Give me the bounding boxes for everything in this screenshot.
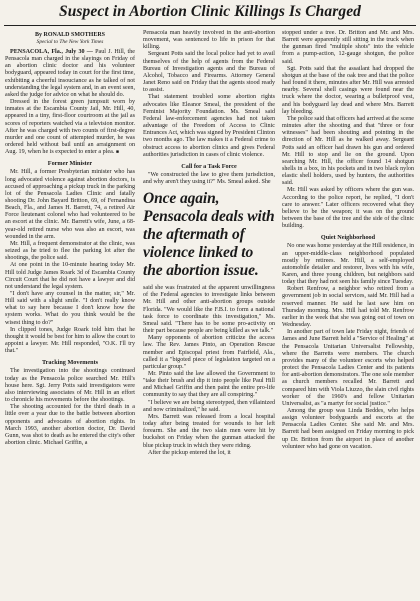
subhead-former-minister: Former Minister bbox=[47, 160, 93, 168]
paragraph: "I don't have any counsel in the matter, sir," Mr. Hill said with a slight smile. "I don't really know what to say here because I don't know how the system works. What do you think would be the wisest thing to do?" bbox=[5, 291, 135, 326]
paragraph-text: Dressed in the forest green jumpsuit worn by inmates at the Escambia County Jail, Mr. Hill, 40, appeared in a tiny, first-floor courtroom at the jail as scores of reporters watched via a television monitor. After he was charged with two counts of first-degree murder and one count of attempted murder, he was ordered held without bail until an arraignment on Aug. 19, when he is expected to enter a plea. bbox=[5, 99, 135, 156]
paragraph bbox=[5, 99, 135, 156]
paragraph: Mr. Hill was asked by officers where the gun was. According to the police report, he replied, "I don't care to answer." Later officers recovered what they believe to be the weapon; it was on the ground between the base of the tree and the side of the clinic building. bbox=[282, 187, 414, 230]
paragraph: Sergeant Potts said the local police had yet to avail themselves of the help of agents from the Federal Bureau of Investigation agents and the Bureau of Alcohol, Tobacco and Firearms. Attorney General Janet Reno said on Friday that the agents stood ready to assist. bbox=[143, 51, 275, 94]
paragraph: Mr. Hill, a former Presbyterian minister who has long advocated violence against abortion doctors, is accused of approaching a pickup truck in the parking lot of the Pensacola Ladies Clinic and fatally shooting Dr. John Bayard Britton, 69, of Fernandina Beach, Fla., and James H. Barrett, 74, a retired Air Force lieutenant colonel who had volunteered to be an escort at the clinic. Mr. Barrett's wife, June, a 68-year-old retired nurse who was also an escort, was wounded in the arm. bbox=[5, 169, 135, 240]
headline-rule bbox=[4, 25, 416, 26]
headline: Suspect in Abortion Clinic Killings Is Charged bbox=[58, 3, 362, 20]
bullet-icon: ■ bbox=[115, 150, 119, 156]
subhead-quiet-neighborhood: Quiet Neighborhood bbox=[320, 234, 376, 242]
column-3 bbox=[282, 30, 414, 598]
paragraph: Mr. Hill, a frequent demonstrator at the clinic, was seized as he tried to flee the parking lot after the shootings, the police said. bbox=[5, 240, 135, 262]
pull-quote: Once again, Pensacola deals with the aftermath of violence linked to the abortion issue. bbox=[143, 190, 275, 280]
column-2 bbox=[143, 30, 275, 598]
paragraph: After the pickup entered the lot, it bbox=[148, 449, 231, 456]
paragraph: Mrs. Barrett was released from a local hospital today after being treated for wounds to her left forearm. She and the two slain men were hit by buckshot on Friday when the gunman attacked the blue pickup truck in which they were riding. bbox=[143, 413, 275, 449]
paragraph: said she was frustrated at the apparent unwillingness of the Federal agencies to investigate links between Mr. Hill and other anti-abortion groups outside Florida. "We would like the F.B.I. to form a national task force to coordinate this investigation," Ms. Smeal said. "There has to be some pro-activity on their part because people are being killed as we talk." bbox=[143, 285, 275, 335]
column-1 bbox=[5, 30, 135, 598]
paragraph: Mr. Pinto said the law allowed the Government to "take their brush and dip it into people like Paul Hill and Michael Griffin and then paint the entire pro-life community to say that they are all conspiring." bbox=[143, 371, 275, 399]
paragraph: stopped under a tree. Dr. Britton and Mr. and Mrs. Barrett were apparently still sitting in the truck when the gunman fired "multiple shots" into the vehicle from a pump-action, 12-gauge shotgun, the police said. bbox=[282, 30, 414, 65]
paragraph: The shooting accounted for the third death in a little over a year due to the battle between abortion opponents and advocates of abortion rights. In March 1993, another abortion doctor, Dr. David Gunn, was shot to death as he entered the city's other abortion clinic. Michael Griffin, a bbox=[5, 404, 135, 446]
subhead-task-force: Call for a Task Force bbox=[181, 162, 237, 170]
paragraph: "We constructed the law to give them jurisdiction, and why aren't they using it?" Ms. Smeal asked. She bbox=[143, 171, 275, 185]
paragraph: Among the group was Linda Beddes, who helps assign volunteer bodyguards and escorts at the Pensacola Ladies Center. She said Mr. and Mrs. Barrett had been assigned on Friday morning to pick up Dr. Britton from the airport in place of another volunteer who had gone on vacation. bbox=[282, 407, 414, 450]
byline-source: Special to The New York Times bbox=[36, 39, 104, 45]
paragraph: Pensacola man heavily involved in the anti-abortion movement, was sentenced to life in prison for that killing. bbox=[143, 30, 275, 51]
paragraph: The police said that officers had arrived at the scene minutes after the shooting and that "three or four witnesses" had been shouting and pointing in the direction of Mr. Hill as he walked away. Sergeant Potts said an officer had drawn his gun and ordered Mr. Hill to stop and lie on the ground. Upon searching Mr. Hill, the officer found 14 shotgun shells in a box, in his pockets and in two black nylon elastic shell holders, used by hunters, the authorities said. bbox=[282, 115, 414, 187]
paragraph: That statement troubled some abortion rights advocates like Eleanor Smeal, the president of the Feminist Majority Foundation. Ms. Smeal said Federal law-enforcement agencies had not taken advantage of the Freedom of Access to Clinic Entrances Act, which was signed by President Clinton two months ago. The law makes it a Federal crime to obstruct access to abortion clinics and gives Federal authorities jurisdiction in cases of clinic violence. bbox=[143, 94, 275, 158]
paragraph: "I believe we are being stereotyped, then villainized and now criminalized," he said. bbox=[143, 399, 275, 413]
paragraph: In another part of town late Friday night, friends of James and June Barrett held a "Service of Healing" at the Pensacola Unitarian Universalist Fellowship, where the Barretts were members. The church provides many of the volunteer escorts who helped protect the Pensacola Ladies Center and its patients for anti-abortion demonstrators. The one sole member as church members recalled Mr. Barrett and compared him with Viola Liuzzo, the slain civil rights worker of the 1960's and fellow Unitarian Universalist, as "a martyr for social justice." bbox=[282, 329, 414, 407]
byline: By RONALD SMOTHERS bbox=[34, 32, 105, 38]
paragraph: At one point in the 10-minute hearing today Mr. Hill told Judge James Roark 3d of Escambia County Circuit Court that he did not have a lawyer and did not understand the legal system. bbox=[5, 262, 135, 290]
paragraph: In clipped tones, Judge Roark told him that he thought it would be best for him to allow the court to appoint a lawyer. Mr. Hill responded, "O.K. I'll try that." bbox=[5, 326, 135, 355]
dateline: PENSACOLA, Fla., July 30 — bbox=[10, 49, 93, 55]
paragraph: Paul J. Hill, the Pensacola man charged in the slayings on Friday of an abortion clinic doctor and his volunteer bodyguard, appeared today in court for the first time, exhibiting a cheerful insouciance as he talked of not understanding the legal system and, in an event seen, asked the judge for advice on what he should do. bbox=[5, 49, 135, 98]
lead-paragraph bbox=[5, 49, 135, 99]
paragraph: Many opponents of abortion criticize the access law. The Rev. James Pinto, an Operation Rescue member and Episcopal priest from Fairfield, Ala., called it a "bigoted piece of legislation targeted on a particular group." bbox=[143, 335, 275, 370]
paragraph: Robert Renfrow, a neighbor who retired from a government job in social services, said Mr. Hill had a reserved manner. He said he last saw him on Thursday morning. Mrs. Hill had told Mr. Renfrow earlier in the week that she was going out of town on Wednesday. bbox=[282, 286, 414, 329]
paragraph: The investigation into the shootings continued today as the Pensacola police searched Mr. Hill's house here. Sgt. Jerry Potts said investigators were also interviewing associates of Mr. Hill in an effort to chronicle his movements before the shootings. bbox=[5, 368, 135, 404]
subhead-tracking-movements: Tracking Movements bbox=[41, 359, 99, 367]
paragraph: No one was home yesterday at the Hill residence, in an upper-middle-class neighborhood populated mostly by retirees. Mr. Hill, a self-employed automobile detailer and restorer, lives with his wife, Karen, and three young children, but neighbors said today that they had not seen his family since Tuesday. bbox=[282, 243, 414, 286]
paragraph: Sgt. Potts said that the assailant had dropped the shotgun at the base of the oak tree and that the police had found it there, minutes after Mr. Hill was arrested nearby. Several shell casings were found near the truck where the doctor, wearing a bulletproof vest, and his bodyguard lay dead and where Mrs. Barrett lay bleeding. bbox=[282, 65, 414, 115]
